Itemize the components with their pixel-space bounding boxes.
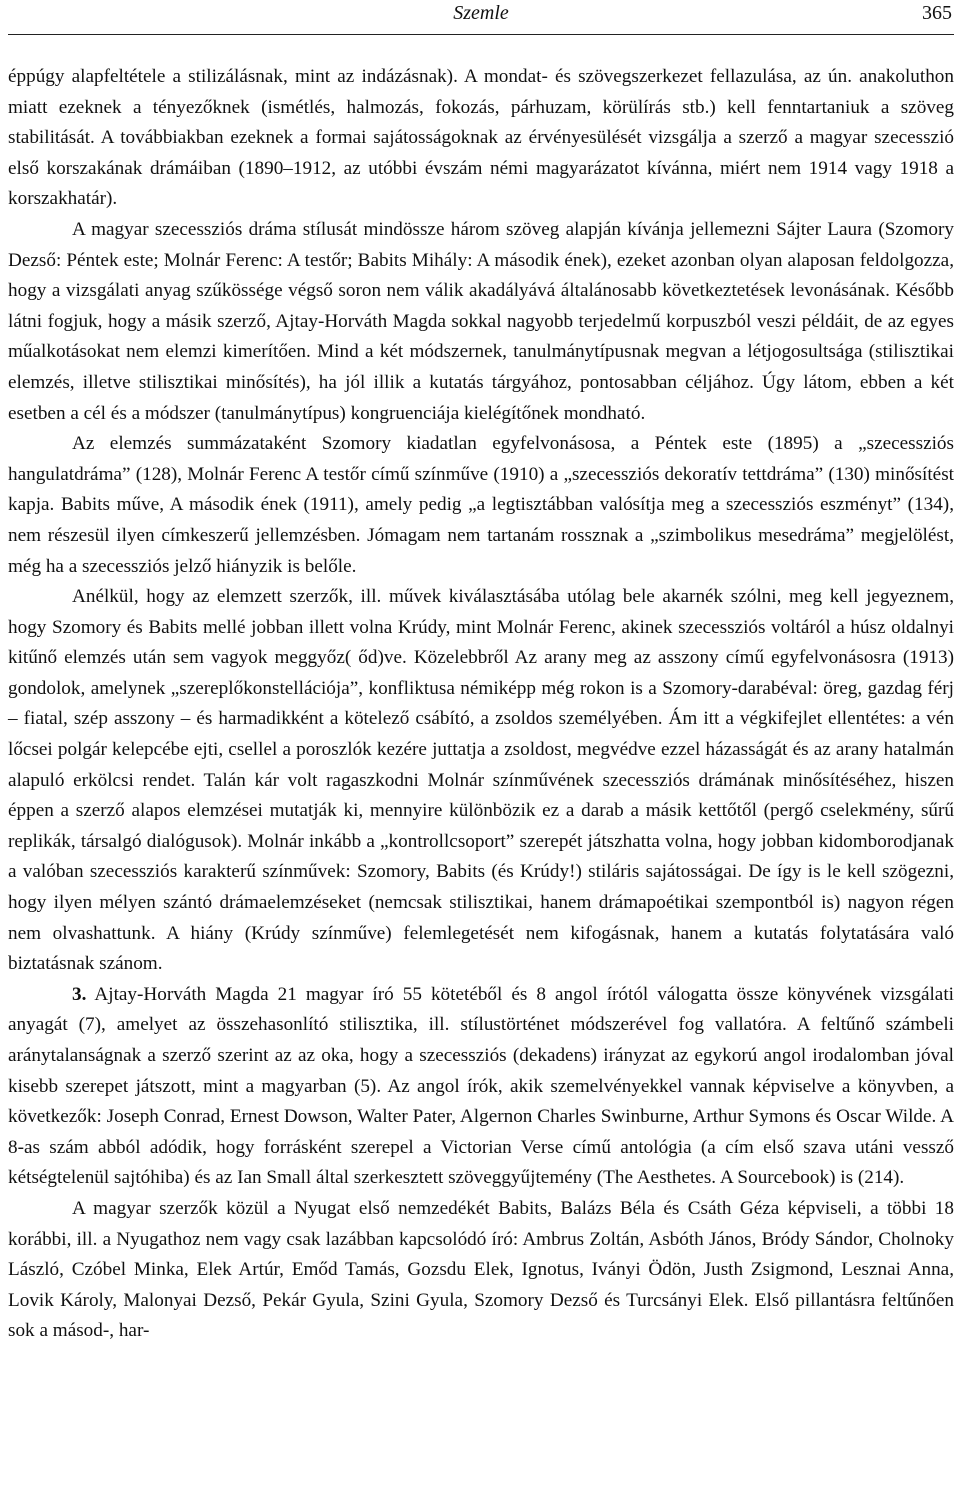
- paragraph-5: [8, 980, 954, 1194]
- paragraph-5-text: Ajtay-Horváth Magda 21 magyar író 55 kötetéből és 8 angol írótól válogatta össze könyvének vizsgálati anyagát (7), amelyet az összehasonlító stilisztika, ill. stílustörténet módszerével fog vallatóra. A feltűnő számbeli aránytalanságnak a szerző szerint az az oka, hogy a szecessziós (dekadens) irányzat az egykorú angol irodalomban jóval kisebb szerepet játszott, mint a magyarban (5). Az angol írók, akik szemelvényekkel vannak képviselve a könyvben, a következők: Joseph Conrad, Ernest Dowson, Walter Pater, Algernon Charles Swinburne, Arthur Symons és Oscar Wilde. A 8-as szám abból adódik, hogy forrásként szerepel a Victorian Verse című antológia (a cím első szava utáni vessző kétségtelenül sajtóhiba) és az Ian Small által szerkesztett szöveggyűjtemény (The Aesthetes. A Sourcebook) is (214).: [8, 983, 954, 1189]
- body-text: [8, 62, 954, 1347]
- paragraph-3: Az elemzés summázataként Szomory kiadatlan egyfelvonásosa, a Péntek este (1895) a „szecessziós hangulatdráma” (128), Molnár Ferenc A testőr című színműve (1910) a „szecessziós dekoratív tettdráma” (130) minősítést kapja. Babits műve, A második ének (1911), amely pedig „a legtisztábban valósítja meg a szecessziós eszményt” (134), nem részesül ilyen címkeszerű jellemzésben. Jómagam nem tartanám rossznak a „szimbolikus mesedráma” megjelölést, még ha a szecessziós jelző hiányzik is belőle.: [8, 433, 954, 577]
- paragraph-1: éppúgy alapfeltétele a stilizálásnak, mint az indázásnak). A mondat- és szövegszerkezet fellazulása, az ún. anakoluthon miatt ezeknek a tényezőknek (ismétlés, halmozás, fokozás, párhuzam, körülírás stb.) kell fenntartaniuk a szöveg stabilitását. A továbbiakban ezeknek a formai sajátosságoknak az érvényesülését vizsgálja a szerző a magyar szecesszió első korszakának drámáiban (1890–1912, az utóbbi évszám némi magyarázatot kívánna, miért nem 1914 vagy 1918 a korszakhatár).: [8, 66, 954, 210]
- running-header: [8, 0, 954, 35]
- section-number: 3.: [72, 983, 87, 1005]
- running-title: Szemle: [453, 2, 509, 24]
- paragraph-2: A magyar szecessziós dráma stílusát mindössze három szöveg alapján kívánja jellemezni Sájter Laura (Szomory Dezső: Péntek este; Molnár Ferenc: A testőr; Babits Mihály: A második ének), ezeket azonban olyan alaposan feldolgozza, hogy a vizsgálati anyag szűkössége végső soron nem válik akadályává általánosabb következtetések levonásának. Később látni fogjuk, hogy a másik szerző, Ajtay-Horváth Magda sokkal nagyobb terjedelmű korpuszból veszi példáit, de az egyes műalkotásokat nem elemzi kimerítően. Mind a két módszernek, tanulmánytípusnak megvan a létjogosultsága (stilisztikai elemzés, illetve stilisztikai minősítés), ha jól illik a kutatás tárgyához, pontosabban céljához. Úgy látom, ebben a két esetben a cél és a módszer (tanulmánytípus) kongruenciája kielégítőnek mondható.: [8, 218, 954, 424]
- paragraph-6: A magyar szerzők közül a Nyugat első nemzedékét Babits, Balázs Béla és Csáth Géza képviseli, a többi 18 korábbi, ill. a Nyugathoz nem vagy csak lazábban kapcsolódó író: Ambrus Zoltán, Asbóth János, Bródy Sándor, Cholnoky László, Czóbel Minka, Elek Artúr, Emőd Tamás, Gozsdu Elek, Ignotus, Iványi Ödön, Justh Zsigmond, Lesznai Anna, Lovik Károly, Malonyai Dezső, Pekár Gyula, Szini Gyula, Szomory Dezső és Turcsányi Elek. Első pillantásra feltűnően sok a másod-, har-: [8, 1197, 954, 1342]
- paragraph-4: Anélkül, hogy az elemzett szerzők, ill. művek kiválasztásába utólag bele akarnék szólni, meg kell jegyeznem, hogy Szomory és Babits mellé jobban illett volna Krúdy, mint Molnár Ferenc, akinek szecessziós voltáról a húsz oldalnyi kitűnő elemzés után sem vagyok meggyőz( őd)ve. Közelebbről Az arany meg az asszony című egyfelvonásosra (1913) gondolok, amelynek „szereplőkonstellációja”, konfliktusa némiképp még rokon is a Szomory-darabéval: öreg, gazdag férj – fiatal, szép asszony – és harmadikként a kötelező csábító, a zsoldos személyében. Ám itt a végkifejlet ellentétes: a vén lőcsei polgár kelepcébe ejti, csellel a poroszlók kezére juttatja a zsoldost, megvédve ezzel házasságát és az arany hatalmán alapuló erkölcsi rendet. Talán kár volt ragaszkodni Molnár színművének szecessziós drámának minősítéséhez, hiszen éppen a szerző alapos elemzései mutatják ki, mennyire különbözik ez a darab a másik kettőtől (pergő cselekmény, sűrű replikák, társalgó dialógusok). Molnár inkább a „kontrollcsoport” szerepét játszhatta volna, hogy jobban kidomborodjanak a valóban szecessziós karakterű színművek: Szomory, Babits (és Krúdy!) stiláris sajátosságai. De így is le kell szögezni, hogy ilyen mélyen szántó drámaelemzéseket (nemcsak stilisztikai, hanem drámapoétikai szempontból is) nagyon régen nem olvashattunk. A hiány (Krúdy színműve) felemlegetését nem kifogásnak, hanem a kutatás folytatására való biztatásnak szánom.: [8, 586, 954, 975]
- page-number: 365: [922, 2, 952, 24]
